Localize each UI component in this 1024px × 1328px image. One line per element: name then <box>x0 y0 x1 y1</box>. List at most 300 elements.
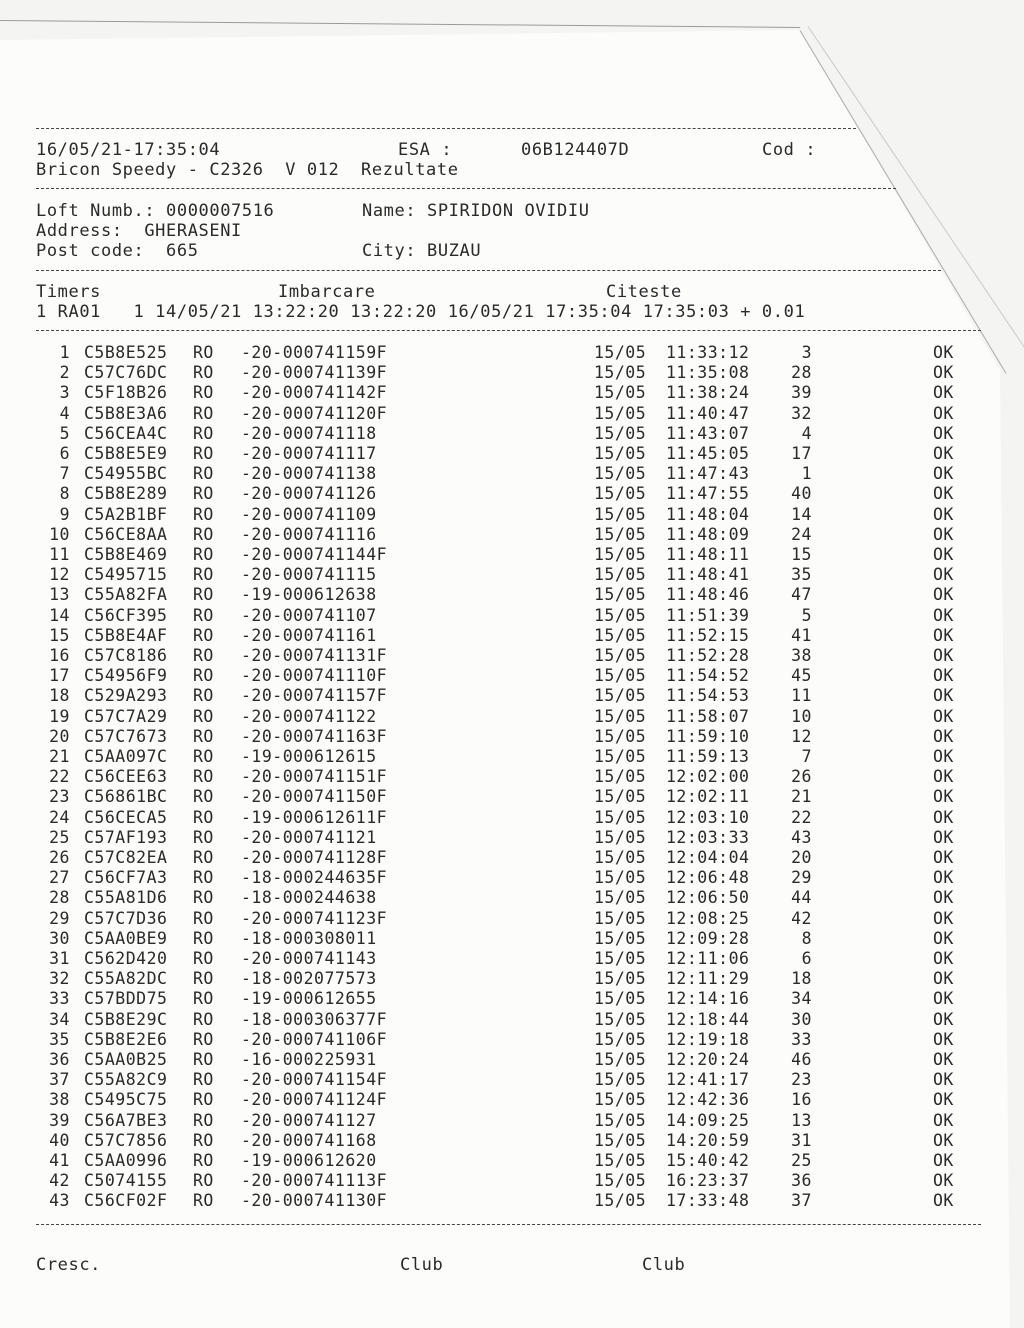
pigeon-code: C56A7BE3 <box>84 1110 168 1130</box>
arrival-time: 11:52:15 <box>666 625 750 645</box>
pigeon-code: C5074155 <box>84 1171 168 1191</box>
status-ok: OK <box>933 969 954 989</box>
ring-number: -20-000741150F <box>241 787 388 807</box>
pigeon-code: C57C7673 <box>84 726 168 746</box>
country-code: RO <box>193 1171 214 1191</box>
country-code: RO <box>193 403 214 423</box>
paper-top-edge <box>0 20 800 28</box>
post-code: Post code: 665 <box>36 241 199 261</box>
separator-line <box>36 270 941 271</box>
arrival-time: 11:43:07 <box>666 423 750 443</box>
table-row <box>0 808 1000 828</box>
country-code: RO <box>193 726 214 746</box>
row-number: 38 <box>49 1090 70 1110</box>
arrival-time: 11:40:47 <box>666 403 750 423</box>
arrival-date: 15/05 <box>594 706 647 726</box>
table-row <box>0 929 1000 949</box>
row-number: 12 <box>49 565 70 585</box>
ring-number: -20-000741130F <box>241 1191 388 1211</box>
ring-number: -20-000741117 <box>241 444 377 463</box>
table-row <box>0 343 1000 363</box>
arrival-time: 14:09:25 <box>666 1110 750 1130</box>
arrival-date: 15/05 <box>594 1029 647 1049</box>
row-number: 30 <box>49 928 70 948</box>
row-number: 8 <box>59 484 70 504</box>
arrival-time: 15:40:42 <box>666 1151 750 1170</box>
position-number: 14 <box>791 504 812 524</box>
arrival-date: 15/05 <box>594 989 647 1009</box>
table-row <box>0 888 1000 908</box>
pigeon-code: C57C76DC <box>84 363 168 383</box>
status-ok: OK <box>933 383 954 403</box>
table-row <box>0 828 1000 848</box>
position-number: 17 <box>791 444 812 463</box>
status-ok: OK <box>933 585 954 605</box>
status-ok: OK <box>933 848 954 867</box>
status-ok: OK <box>933 1171 954 1191</box>
row-number: 34 <box>49 1009 70 1029</box>
row-number: 32 <box>49 969 70 989</box>
table-row <box>0 383 1000 403</box>
table-row <box>0 767 1000 787</box>
row-number: 43 <box>49 1191 70 1211</box>
report-datetime: 16/05/21-17:35:04 <box>36 140 221 160</box>
table-row <box>0 969 1000 989</box>
arrival-time: 12:20:24 <box>666 1050 750 1069</box>
pigeon-code: C56CE8AA <box>84 524 168 544</box>
ring-number: -20-000741128F <box>241 848 388 867</box>
status-ok: OK <box>933 545 954 564</box>
ring-number: -20-000741123F <box>241 908 388 928</box>
status-ok: OK <box>933 484 954 504</box>
arrival-date: 15/05 <box>594 565 647 585</box>
arrival-time: 11:48:46 <box>666 585 750 605</box>
pigeon-code: C562D420 <box>84 949 168 968</box>
arrival-time: 11:48:04 <box>666 504 750 524</box>
table-row <box>0 909 1000 929</box>
arrival-time: 12:41:17 <box>666 1070 750 1090</box>
arrival-date: 15/05 <box>594 787 647 807</box>
arrival-time: 11:59:10 <box>666 726 750 746</box>
row-number: 36 <box>49 1050 70 1069</box>
country-code: RO <box>193 848 214 867</box>
pigeon-code: C57C82EA <box>84 848 168 867</box>
arrival-time: 12:11:06 <box>666 949 750 968</box>
table-row <box>0 646 1000 666</box>
ring-number: -20-000741118 <box>241 423 377 443</box>
arrival-time: 11:52:28 <box>666 646 750 665</box>
status-ok: OK <box>933 908 954 928</box>
country-code: RO <box>193 343 214 362</box>
country-code: RO <box>193 1151 214 1170</box>
ring-number: -18-000244635F <box>241 868 388 888</box>
arrival-time: 12:02:00 <box>666 767 750 787</box>
arrival-time: 12:19:18 <box>666 1029 750 1049</box>
ring-number: -20-000741116 <box>241 524 377 544</box>
country-code: RO <box>193 706 214 726</box>
ring-number: -18-000244638 <box>241 888 377 908</box>
pigeon-code: C56861BC <box>84 787 168 807</box>
position-number: 10 <box>791 706 812 726</box>
arrival-date: 15/05 <box>594 484 647 504</box>
country-code: RO <box>193 585 214 605</box>
position-number: 31 <box>791 1130 812 1150</box>
row-number: 39 <box>49 1110 70 1130</box>
pigeon-code: C5B8E29C <box>84 1009 168 1029</box>
position-number: 37 <box>791 1191 812 1211</box>
table-row <box>0 1030 1000 1050</box>
status-ok: OK <box>933 686 954 706</box>
status-ok: OK <box>933 666 954 686</box>
ring-number: -20-000741168 <box>241 1130 377 1150</box>
arrival-date: 15/05 <box>594 1070 647 1090</box>
position-number: 47 <box>791 585 812 605</box>
separator-line <box>36 330 981 331</box>
ring-number: -19-000612615 <box>241 747 377 766</box>
arrival-date: 15/05 <box>594 868 647 888</box>
country-code: RO <box>193 625 214 645</box>
row-number: 13 <box>49 585 70 605</box>
table-row <box>0 727 1000 747</box>
pigeon-code: C5AA097C <box>84 747 168 766</box>
country-code: RO <box>193 1009 214 1029</box>
row-number: 2 <box>59 363 70 383</box>
ring-number: -20-000741109 <box>241 504 377 524</box>
separator-line <box>36 1224 981 1225</box>
country-code: RO <box>193 767 214 787</box>
pigeon-code: C5B8E469 <box>84 545 168 564</box>
row-number: 16 <box>49 646 70 665</box>
club-label-2: Club <box>642 1255 686 1275</box>
country-code: RO <box>193 1191 214 1211</box>
arrival-date: 15/05 <box>594 1050 647 1069</box>
ring-number: -20-000741121 <box>241 827 377 847</box>
table-row <box>0 707 1000 727</box>
position-number: 39 <box>791 383 812 403</box>
row-number: 26 <box>49 848 70 867</box>
arrival-time: 11:58:07 <box>666 706 750 726</box>
position-number: 24 <box>791 524 812 544</box>
country-code: RO <box>193 787 214 807</box>
arrival-time: 12:03:33 <box>666 827 750 847</box>
country-code: RO <box>193 1130 214 1150</box>
status-ok: OK <box>933 1009 954 1029</box>
table-row <box>0 787 1000 807</box>
arrival-time: 12:08:25 <box>666 908 750 928</box>
position-number: 21 <box>791 787 812 807</box>
status-ok: OK <box>933 403 954 423</box>
position-number: 43 <box>791 827 812 847</box>
country-code: RO <box>193 686 214 706</box>
club-label-1: Club <box>400 1255 444 1275</box>
arrival-time: 12:14:16 <box>666 989 750 1009</box>
arrival-time: 11:54:52 <box>666 666 750 686</box>
ring-number: -20-000741163F <box>241 726 388 746</box>
status-ok: OK <box>933 989 954 1009</box>
table-row <box>0 1090 1000 1110</box>
pigeon-code: C5B8E3A6 <box>84 403 168 423</box>
cod-label: Cod : <box>762 140 817 160</box>
country-code: RO <box>193 666 214 686</box>
pigeon-code: C5B8E4AF <box>84 625 168 645</box>
position-number: 22 <box>791 807 812 827</box>
arrival-date: 15/05 <box>594 1110 647 1130</box>
row-number: 10 <box>49 524 70 544</box>
row-number: 22 <box>49 767 70 787</box>
ring-number: -20-000741127 <box>241 1110 377 1130</box>
status-ok: OK <box>933 444 954 463</box>
status-ok: OK <box>933 928 954 948</box>
table-row <box>0 1151 1000 1171</box>
position-number: 26 <box>791 767 812 787</box>
position-number: 11 <box>791 686 812 706</box>
pigeon-code: C5AA0996 <box>84 1151 168 1170</box>
arrival-time: 11:48:09 <box>666 524 750 544</box>
position-number: 1 <box>801 464 812 484</box>
position-number: 36 <box>791 1171 812 1191</box>
ring-number: -20-000741124F <box>241 1090 388 1110</box>
country-code: RO <box>193 524 214 544</box>
table-row <box>0 565 1000 585</box>
pigeon-code: C5495C75 <box>84 1090 168 1110</box>
position-number: 4 <box>801 423 812 443</box>
position-number: 6 <box>801 949 812 968</box>
ring-number: -19-000612620 <box>241 1151 377 1170</box>
country-code: RO <box>193 605 214 625</box>
ring-number: -20-000741122 <box>241 706 377 726</box>
country-code: RO <box>193 545 214 564</box>
arrival-time: 12:42:36 <box>666 1090 750 1110</box>
row-number: 17 <box>49 666 70 686</box>
arrival-date: 15/05 <box>594 464 647 484</box>
country-code: RO <box>193 1110 214 1130</box>
table-row <box>0 949 1000 969</box>
country-code: RO <box>193 1050 214 1069</box>
table-row <box>0 545 1000 565</box>
status-ok: OK <box>933 504 954 524</box>
position-number: 35 <box>791 565 812 585</box>
arrival-date: 15/05 <box>594 1151 647 1170</box>
arrival-date: 15/05 <box>594 807 647 827</box>
pigeon-code: C56CEA4C <box>84 423 168 443</box>
arrival-date: 15/05 <box>594 343 647 362</box>
ring-number: -20-000741161 <box>241 625 377 645</box>
pigeon-code: C5AA0B25 <box>84 1050 168 1069</box>
arrival-date: 15/05 <box>594 726 647 746</box>
arrival-date: 15/05 <box>594 1191 647 1211</box>
arrival-date: 15/05 <box>594 1171 647 1191</box>
imbarcare-header: Imbarcare <box>278 282 376 302</box>
status-ok: OK <box>933 726 954 746</box>
arrival-date: 15/05 <box>594 545 647 564</box>
table-row <box>0 464 1000 484</box>
country-code: RO <box>193 747 214 766</box>
status-ok: OK <box>933 767 954 787</box>
row-number: 23 <box>49 787 70 807</box>
position-number: 45 <box>791 666 812 686</box>
arrival-time: 11:35:08 <box>666 363 750 383</box>
country-code: RO <box>193 989 214 1009</box>
arrival-date: 15/05 <box>594 848 647 867</box>
status-ok: OK <box>933 646 954 665</box>
arrival-date: 15/05 <box>594 949 647 968</box>
ring-number: -20-000741142F <box>241 383 388 403</box>
table-row <box>0 848 1000 868</box>
table-row <box>0 585 1000 605</box>
pigeon-code: C54956F9 <box>84 666 168 686</box>
country-code: RO <box>193 827 214 847</box>
position-number: 42 <box>791 908 812 928</box>
arrival-date: 15/05 <box>594 767 647 787</box>
cresc-label: Cresc. <box>36 1255 102 1275</box>
country-code: RO <box>193 807 214 827</box>
country-code: RO <box>193 423 214 443</box>
position-number: 13 <box>791 1110 812 1130</box>
position-number: 29 <box>791 868 812 888</box>
row-number: 15 <box>49 625 70 645</box>
row-number: 42 <box>49 1171 70 1191</box>
arrival-time: 11:51:39 <box>666 605 750 625</box>
owner-address: Address: GHERASENI <box>36 221 242 241</box>
country-code: RO <box>193 1029 214 1049</box>
arrival-time: 11:48:41 <box>666 565 750 585</box>
row-number: 21 <box>49 747 70 766</box>
row-number: 35 <box>49 1029 70 1049</box>
arrival-date: 15/05 <box>594 1090 647 1110</box>
country-code: RO <box>193 1070 214 1090</box>
status-ok: OK <box>933 1191 954 1211</box>
position-number: 5 <box>801 605 812 625</box>
row-number: 25 <box>49 827 70 847</box>
pigeon-code: C5B8E2E6 <box>84 1029 168 1049</box>
row-number: 6 <box>59 444 70 463</box>
status-ok: OK <box>933 464 954 484</box>
position-number: 40 <box>791 484 812 504</box>
country-code: RO <box>193 928 214 948</box>
arrival-date: 15/05 <box>594 928 647 948</box>
row-number: 20 <box>49 726 70 746</box>
owner-name: Name: SPIRIDON OVIDIU <box>362 201 590 221</box>
arrival-time: 14:20:59 <box>666 1130 750 1150</box>
row-number: 5 <box>59 423 70 443</box>
position-number: 38 <box>791 646 812 665</box>
position-number: 15 <box>791 545 812 564</box>
row-number: 24 <box>49 807 70 827</box>
ring-number: -20-000741115 <box>241 565 377 585</box>
row-number: 27 <box>49 868 70 888</box>
position-number: 30 <box>791 1009 812 1029</box>
ring-number: -19-000612655 <box>241 989 377 1009</box>
pigeon-code: C57C7A29 <box>84 706 168 726</box>
row-number: 28 <box>49 888 70 908</box>
status-ok: OK <box>933 423 954 443</box>
ring-number: -20-000741120F <box>241 403 388 423</box>
ring-number: -20-000741139F <box>241 363 388 383</box>
pigeon-code: C57BDD75 <box>84 989 168 1009</box>
table-row <box>0 484 1000 504</box>
ring-number: -20-000741138 <box>241 464 377 484</box>
report-title: Bricon Speedy - C2326 V 012 Rezultate <box>36 160 459 180</box>
ring-number: -20-000741144F <box>241 545 388 564</box>
pigeon-code: C57C8186 <box>84 646 168 665</box>
country-code: RO <box>193 565 214 585</box>
table-row <box>0 424 1000 444</box>
status-ok: OK <box>933 888 954 908</box>
ring-number: -18-000306377F <box>241 1009 388 1029</box>
row-number: 40 <box>49 1130 70 1150</box>
table-row <box>0 606 1000 626</box>
status-ok: OK <box>933 1029 954 1049</box>
arrival-date: 15/05 <box>594 363 647 383</box>
row-number: 14 <box>49 605 70 625</box>
owner-city: City: BUZAU <box>362 241 482 261</box>
position-number: 25 <box>791 1151 812 1170</box>
arrival-time: 11:54:53 <box>666 686 750 706</box>
table-row <box>0 747 1000 767</box>
arrival-date: 15/05 <box>594 423 647 443</box>
ring-number: -20-000741107 <box>241 605 377 625</box>
arrival-date: 15/05 <box>594 383 647 403</box>
arrival-time: 12:06:50 <box>666 888 750 908</box>
position-number: 23 <box>791 1070 812 1090</box>
pigeon-code: C56CF7A3 <box>84 868 168 888</box>
table-row <box>0 686 1000 706</box>
ring-number: -16-000225931 <box>241 1050 377 1069</box>
table-row <box>0 989 1000 1009</box>
status-ok: OK <box>933 1090 954 1110</box>
country-code: RO <box>193 363 214 383</box>
arrival-time: 11:45:05 <box>666 444 750 463</box>
position-number: 7 <box>801 747 812 766</box>
arrival-time: 12:11:29 <box>666 969 750 989</box>
pigeon-code: C5AA0BE9 <box>84 928 168 948</box>
pigeon-code: C56CEE63 <box>84 767 168 787</box>
status-ok: OK <box>933 1110 954 1130</box>
row-number: 19 <box>49 706 70 726</box>
row-number: 41 <box>49 1151 70 1170</box>
separator-line <box>36 188 896 189</box>
row-number: 4 <box>59 403 70 423</box>
country-code: RO <box>193 969 214 989</box>
country-code: RO <box>193 1090 214 1110</box>
status-ok: OK <box>933 827 954 847</box>
status-ok: OK <box>933 807 954 827</box>
pigeon-code: C5B8E525 <box>84 343 168 362</box>
row-number: 11 <box>49 545 70 564</box>
arrival-date: 15/05 <box>594 646 647 665</box>
ring-number: -20-000741113F <box>241 1171 388 1191</box>
status-ok: OK <box>933 706 954 726</box>
pigeon-code: C5495715 <box>84 565 168 585</box>
status-ok: OK <box>933 1151 954 1170</box>
status-ok: OK <box>933 1050 954 1069</box>
row-number: 33 <box>49 989 70 1009</box>
ring-number: -18-002077573 <box>241 969 377 989</box>
arrival-time: 12:18:44 <box>666 1009 750 1029</box>
pigeon-code: C54955BC <box>84 464 168 484</box>
status-ok: OK <box>933 868 954 888</box>
pigeon-code: C5B8E289 <box>84 484 168 504</box>
position-number: 41 <box>791 625 812 645</box>
pigeon-code: C57C7D36 <box>84 908 168 928</box>
pigeon-code: C57C7856 <box>84 1130 168 1150</box>
arrival-date: 15/05 <box>594 969 647 989</box>
status-ok: OK <box>933 343 954 362</box>
arrival-date: 15/05 <box>594 625 647 645</box>
arrival-date: 15/05 <box>594 1130 647 1150</box>
ring-number: -18-000308011 <box>241 928 377 948</box>
arrival-time: 11:48:11 <box>666 545 750 564</box>
